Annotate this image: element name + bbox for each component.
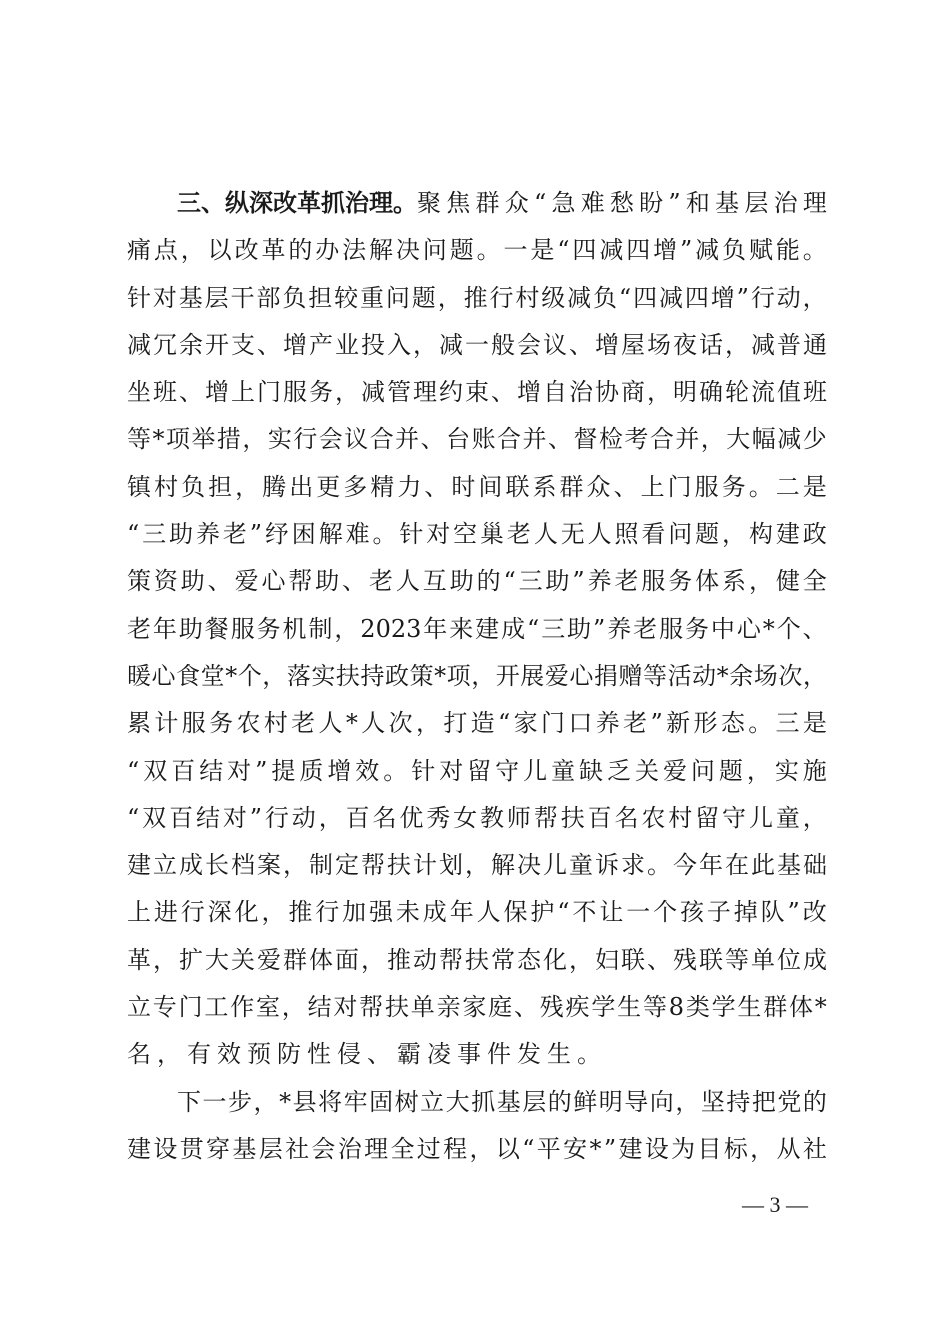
paragraph-1-line-9: 策 资 助 、 爱 心 帮 助 、 老 人 互 助 的 “ 三 助 ” 养 老 服 务 体 系 ， 健 全 [127,567,827,596]
paragraph-1-line-6: 等 * 项 举 措 ， 实 行 会 议 合 并 、 台 账 合 并 、 督 检 考 合 并 ， 大 幅 减 少 [127,425,827,454]
paragraph-1-line-7: 镇 村 负 担 ， 腾 出 更 多 精 力 、 时 间 联 系 群 众 、 上 门 服 务 。 二 是 [127,472,827,501]
paragraph-1-line-19: 名，有效预防性侵、霸凌事件发生。 [127,1040,607,1069]
paragraph-1-line-16: 上 进 行 深 化 ， 推 行 加 强 未 成 年 人 保 护 “ 不 让 一 个 孩 子 掉 队 ” 改 [127,898,827,927]
paragraph-1-line-12: 累 计 服 务 农 村 老 人 * 人 次 ， 打 造 “ 家 门 口 养 老 ” 新 形 态 。 三 是 [127,709,827,738]
paragraph-2-line-1: 下 一 步 ， * 县 将 牢 固 树 立 大 抓 基 层 的 鲜 明 导 向 ， 坚 持 把 党 的 [177,1087,827,1116]
paragraph-1-line-2: 痛 点 ， 以 改 革 的 办 法 解 决 问 题 。 一 是 “ 四 减 四 增 ” 减 负 赋 能 。 [127,236,827,265]
paragraph-1-line-4: 减 冗 余 开 支 、 增 产 业 投 入 ， 减 一 般 会 议 、 增 屋 场 夜 话 ， 减 普 通 [127,330,827,359]
paragraph-1-line-1 [127,180,827,227]
paragraph-1-line-3: 针 对 基 层 干 部 负 担 较 重 问 题 ， 推 行 村 级 减 负 “ 四 减 四 增 ” 行 动 ， [127,283,827,312]
paragraph-1-line-13: “ 双 百 结 对 ” 提 质 增 效 。 针 对 留 守 儿 童 缺 乏 关 爱 问 题 ， 实 施 [127,756,827,785]
paragraph-1-line-18: 立 专 门 工 作 室 ， 结 对 帮 扶 单 亲 家 庭 、 残 疾 学 生 等 8 类 学 生 群 体 * [127,993,827,1022]
paragraph-1-line-14: “ 双 百 结 对 ” 行 动 ， 百 名 优 秀 女 教 师 帮 扶 百 名 农 村 留 守 儿 童 ， [127,803,827,832]
paragraph-1-line-10: 老 年 助 餐 服 务 机 制 ， 2023 年 来 建 成 “ 三 助 ” 养 老 服 务 中 心 * 个 、 [127,614,827,643]
page-number: — 3 — [742,1192,808,1217]
paragraph-1-line-15: 建 立 成 长 档 案 ， 制 定 帮 扶 计 划 ， 解 决 儿 童 诉 求 。 今 年 在 此 基 础 [127,851,827,880]
paragraph-2-line-2: 建 设 贯 穿 基 层 社 会 治 理 全 过 程 ， 以 “ 平 安 * ” 建 设 为 目 标 ， 从 社 [127,1134,827,1163]
body-text [127,180,827,1173]
paragraph-1-line-17: 革 ， 扩 大 关 爱 群 体 面 ， 推 动 帮 扶 常 态 化 ， 妇 联 、 残 联 等 单 位 成 [127,945,827,974]
paragraph-1-line-8: “ 三 助 养 老 ” 纾 困 解 难 。 针 对 空 巢 老 人 无 人 照 看 问 题 ， 构 建 政 [127,520,827,549]
section-heading: 三、纵深改革抓治理。 [177,189,417,217]
paragraph-1-line-5: 坐 班 、 增 上 门 服 务 ， 减 管 理 约 束 、 增 自 治 协 商 ， 明 确 轮 流 值 班 [127,378,827,407]
line-text: 聚 焦 群 众 “ 急 难 愁 盼 ” 和 基 层 治 理 [417,189,827,217]
paragraph-1-line-11: 暖 心 食 堂 * 个 ， 落 实 扶 持 政 策 * 项 ， 开 展 爱 心 捐 赠 等 活 动 * 余 场 次 ， [127,661,827,690]
